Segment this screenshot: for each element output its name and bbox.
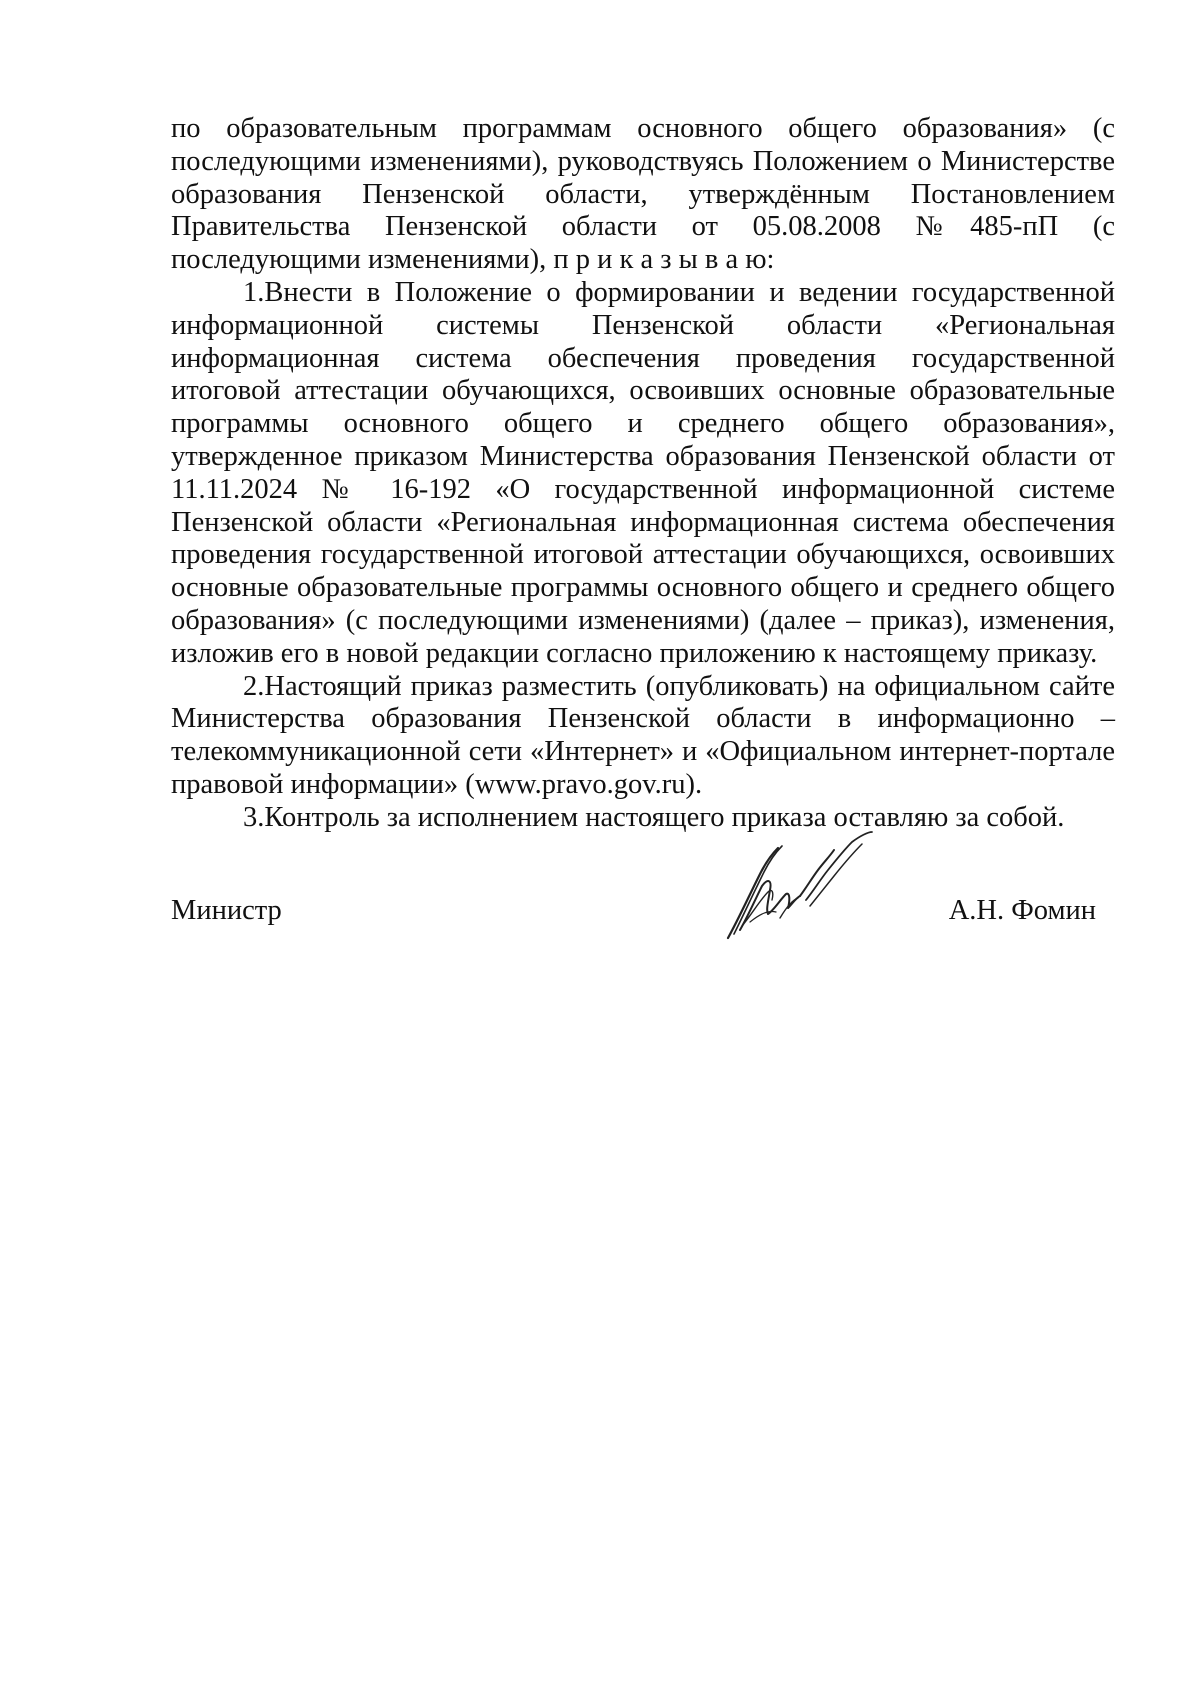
paragraph-item-3: 3.Контроль за исполнением настоящего приказа оставляю за собой. <box>243 801 1065 833</box>
handwritten-signature <box>720 830 890 945</box>
signature-block <box>171 895 1096 935</box>
signer-name: А.Н. Фомин <box>948 895 1096 926</box>
paragraph-item-2: 2.Настоящий приказ разместить (опубликовать) на официальном сайте Министерства образования Пензенской области в информационно – телекоммуникационной сети «Интернет» и «Официальном интернет-портале правовой информации» (www.pravo.gov.ru). <box>171 670 1115 800</box>
paragraph-preamble: по образовательным программам основного общего образования» (с последующими изменениями), руководствуясь Положением о Министерстве образования Пензенской области, утверждённым Постановлением Правительства Пензенской области от 05.08.2008 №485-пП (с последующими изменениями), п р и к а з ы в а ю: <box>171 113 1115 276</box>
signer-position: Министр <box>171 895 282 926</box>
paragraph-item-1: 1.Внести в Положение о формировании и ведении государственной информационной системы Пензенской области «Региональная информационная система обеспечения проведения государственной итоговой аттестации обучающихся, освоивших основные образовательные программы основного общего и среднего общего образования», утвержденное приказом Министерства образования Пензенской области от 11.11.2024 № 16-192 «О государственной информационной системе Пензенской области «Региональная информационная система обеспечения проведения государственной итоговой аттестации обучающихся, освоивших основные образовательные программы основного общего и среднего общего образования» (с последующими изменениями) (далее – приказ), изменения, изложив его в новой редакции согласно приложению к настоящему приказу. <box>171 276 1115 669</box>
document-body <box>171 113 1115 835</box>
